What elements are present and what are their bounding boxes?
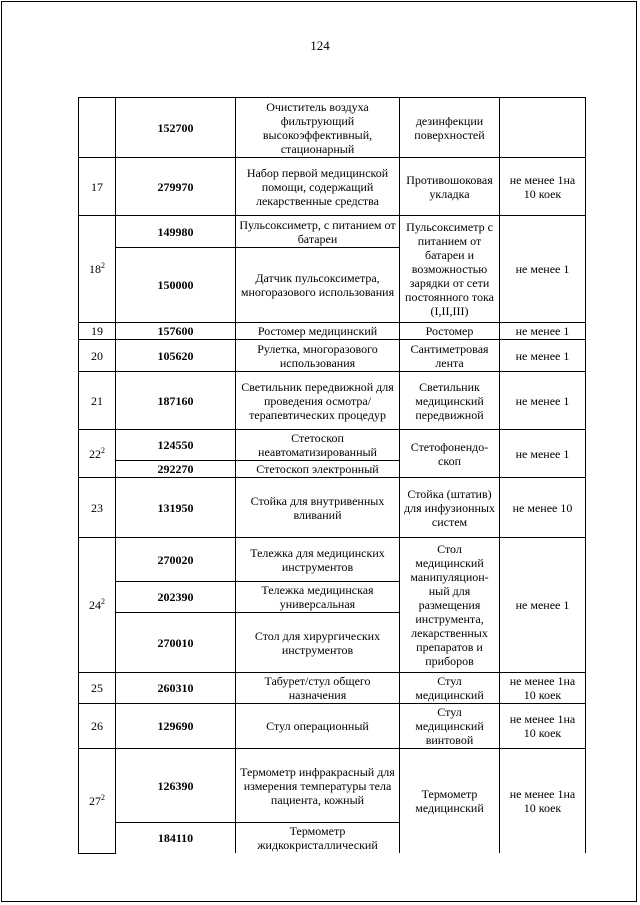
item-quantity: не менее 1на 10 коек (500, 749, 586, 854)
table-row (79, 158, 586, 216)
item-quantity: не менее 1 (500, 430, 586, 478)
table-row (79, 340, 586, 372)
table-row (79, 673, 586, 704)
item-name: Стол для хирургических инструментов (236, 613, 400, 673)
nkmi-code: 157600 (116, 323, 236, 340)
nkmi-code: 124550 (116, 430, 236, 461)
item-name: Табурет/стул общего назначения (236, 673, 400, 704)
nkmi-code: 270020 (116, 538, 236, 582)
nkmi-code: 187160 (116, 372, 236, 430)
equipment-table (78, 97, 586, 854)
item-quantity: не менее 1 (500, 216, 586, 323)
nkmi-code: 202390 (116, 582, 236, 613)
nkmi-code: 260310 (116, 673, 236, 704)
nkmi-code: 184110 (116, 823, 236, 854)
item-name: Стетоскоп неавтоматизированный (236, 430, 400, 461)
row-number (79, 98, 116, 158)
table-row (79, 372, 586, 430)
item-type: Стол медицинский манипуляцион-ный для размещения инструмента, лекарственных препаратов и приборов (400, 538, 500, 673)
row-number: $27^2$ (79, 749, 116, 854)
row-number: $24^2$ (79, 538, 116, 673)
item-name: Датчик пульсоксиметра, многоразового использования (236, 248, 400, 323)
item-type: Стул медицинский винтовой (400, 704, 500, 749)
item-name: Ростомер медицинский (236, 323, 400, 340)
item-name: Термометр жидкокристаллический (236, 823, 400, 854)
item-type: Пульсоксиметр с питанием от батареи и возможностью зарядки от сети постоянного тока (I,II,III) (400, 216, 500, 323)
item-type: Ростомер (400, 323, 500, 340)
item-quantity: не менее 1на 10 коек (500, 158, 586, 216)
item-quantity: не менее 1 (500, 340, 586, 372)
nkmi-code: 131950 (116, 478, 236, 538)
row-number: $22^2$ (79, 430, 116, 478)
row-number: 26 (79, 704, 116, 749)
table-row (79, 704, 586, 749)
item-type: Стул медицинский (400, 673, 500, 704)
item-name: Тележка для медицинских инструментов (236, 538, 400, 582)
nkmi-code: 270010 (116, 613, 236, 673)
item-type: Светильник медицинский передвижной (400, 372, 500, 430)
page-number: 124 (310, 38, 330, 53)
item-type: Стойка (штатив) для инфузионных систем (400, 478, 500, 538)
nkmi-code: 129690 (116, 704, 236, 749)
item-type: Противошоковая укладка (400, 158, 500, 216)
row-number: 23 (79, 478, 116, 538)
item-quantity (500, 98, 586, 158)
table-row (79, 323, 586, 340)
nkmi-code: 152700 (116, 98, 236, 158)
row-number: 21 (79, 372, 116, 430)
row-number: 17 (79, 158, 116, 216)
table-row (79, 430, 586, 461)
item-name: Набор первой медицинской помощи, содержащий лекарственные средства (236, 158, 400, 216)
item-type: Стетофонендо-скоп (400, 430, 500, 478)
row-number: $18^2$ (79, 216, 116, 323)
item-name: Светильник передвижной для проведения осмотра/терапевтических процедур (236, 372, 400, 430)
item-type: дезинфекции поверхностей (400, 98, 500, 158)
table-row (79, 538, 586, 582)
table-row (79, 478, 586, 538)
nkmi-code: 105620 (116, 340, 236, 372)
table-row (79, 216, 586, 248)
item-name: Очиститель воздуха фильтрующий высокоэффективный, стационарный (236, 98, 400, 158)
item-quantity: не менее 1 (500, 372, 586, 430)
item-name: Стетоскоп электронный (236, 461, 400, 478)
item-quantity: не менее 1 (500, 323, 586, 340)
row-number: 19 (79, 323, 116, 340)
item-quantity: не менее 10 (500, 478, 586, 538)
item-type: Сантиметровая лента (400, 340, 500, 372)
item-name: Рулетка, многоразового использования (236, 340, 400, 372)
item-quantity: не менее 1на 10 коек (500, 673, 586, 704)
item-name: Стул операционный (236, 704, 400, 749)
table-row (79, 98, 586, 158)
row-number: 20 (79, 340, 116, 372)
item-quantity: не менее 1на 10 коек (500, 704, 586, 749)
nkmi-code: 279970 (116, 158, 236, 216)
row-number: 25 (79, 673, 116, 704)
nkmi-code: 150000 (116, 248, 236, 323)
table-row (79, 749, 586, 823)
item-quantity: не менее 1 (500, 538, 586, 673)
item-type: Термометр медицинский (400, 749, 500, 854)
item-name: Пульсоксиметр, с питанием от батареи (236, 216, 400, 248)
nkmi-code: 149980 (116, 216, 236, 248)
nkmi-code: 126390 (116, 749, 236, 823)
nkmi-code: 292270 (116, 461, 236, 478)
item-name: Стойка для внутривенных вливаний (236, 478, 400, 538)
item-name: Термометр инфракрасный для измерения температуры тела пациента, кожный (236, 749, 400, 823)
item-name: Тележка медицинская универсальная (236, 582, 400, 613)
